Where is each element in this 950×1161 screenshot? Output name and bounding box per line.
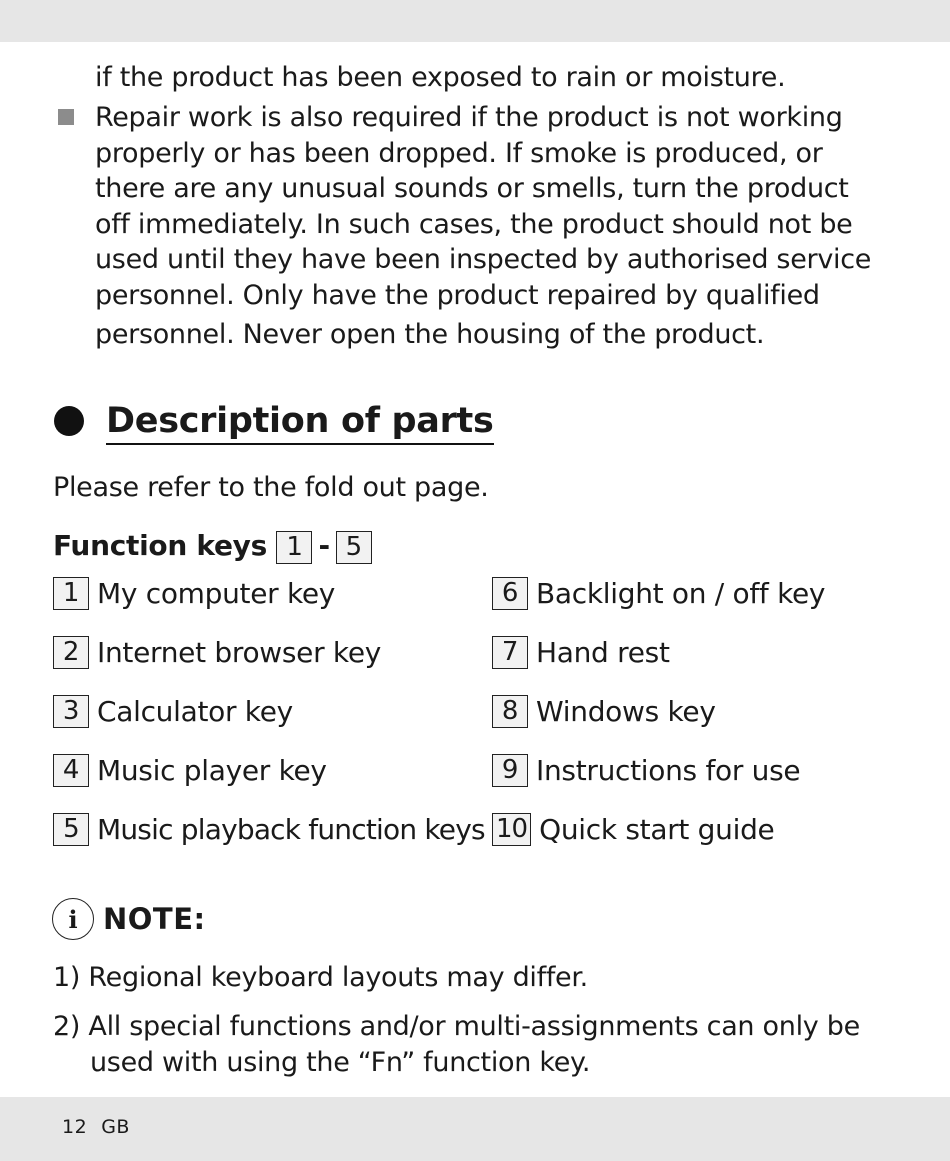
repair-line: personnel. Only have the product repaired by qualified xyxy=(95,279,820,311)
page-footer xyxy=(62,1116,130,1138)
repair-paragraph xyxy=(95,100,872,353)
note-item xyxy=(53,1009,860,1045)
part-number-box: 1 xyxy=(276,531,312,564)
page-number: 12 xyxy=(62,1116,88,1138)
continuation-line: if the product has been exposed to rain or moisture. xyxy=(95,62,786,93)
repair-line: used until they have been inspected by authorised service xyxy=(95,244,872,275)
part-label: Quick start guide xyxy=(539,813,775,846)
part-number-box: 6 xyxy=(492,577,528,610)
part-item xyxy=(492,694,716,730)
part-item xyxy=(492,576,825,612)
top-margin-band xyxy=(0,0,950,42)
part-item xyxy=(492,753,800,789)
repair-line: properly or has been dropped. If smoke is produced, or xyxy=(95,137,823,169)
part-label: Internet browser key xyxy=(97,636,382,669)
function-keys-heading xyxy=(53,528,372,564)
part-number-box: 5 xyxy=(53,813,89,846)
repair-line: off immediately. In such cases, the product should not be xyxy=(95,208,853,240)
bottom-margin-band xyxy=(0,1097,950,1161)
note-text: Regional keyboard layouts may differ. xyxy=(88,962,588,993)
section-bullet-icon xyxy=(54,406,84,436)
part-number-box: 5 xyxy=(336,531,372,564)
part-number-box: 8 xyxy=(492,695,528,728)
note-text: All special functions and/or multi-assignments can only be xyxy=(88,1011,860,1042)
part-label: Instructions for use xyxy=(536,754,801,787)
part-item xyxy=(53,576,335,612)
repair-line: there are any unusual sounds or smells, turn the product xyxy=(95,173,849,204)
intro-text: Please refer to the fold out page. xyxy=(53,472,489,503)
square-bullet-icon xyxy=(58,109,74,125)
note-text-continued: used with using the “Fn” function key. xyxy=(90,1047,591,1078)
part-number-box: 1 xyxy=(53,577,89,610)
part-item xyxy=(53,635,381,671)
note-marker: 2) xyxy=(53,1011,81,1042)
note-title: NOTE: xyxy=(103,902,206,936)
repair-line: Repair work is also required if the product is not working xyxy=(95,102,843,133)
part-item xyxy=(53,812,485,848)
part-number-box: 10 xyxy=(492,813,531,846)
part-item xyxy=(53,694,293,730)
function-keys-label: Function keys xyxy=(53,529,267,562)
part-item xyxy=(492,635,670,671)
part-label: Windows key xyxy=(536,695,716,728)
part-item xyxy=(53,753,327,789)
part-label: Calculator key xyxy=(97,695,293,728)
section-heading: Description of parts xyxy=(106,399,494,445)
language-code: GB xyxy=(101,1116,130,1138)
part-label: Hand rest xyxy=(536,636,670,669)
part-label: My computer key xyxy=(97,577,336,610)
part-number-box: 3 xyxy=(53,695,89,728)
part-number-box: 4 xyxy=(53,754,89,787)
repair-line: personnel. Never open the housing of the product. xyxy=(95,319,765,350)
range-dash: - xyxy=(318,529,330,562)
part-number-box: 9 xyxy=(492,754,528,787)
part-label: Music playback function keys xyxy=(97,813,485,846)
part-label: Backlight on / off key xyxy=(536,577,826,610)
part-number-box: 7 xyxy=(492,636,528,669)
note-item xyxy=(53,960,588,996)
info-icon: i xyxy=(52,898,94,940)
part-number-box: 2 xyxy=(53,636,89,669)
note-marker: 1) xyxy=(53,962,81,993)
part-item xyxy=(492,812,774,848)
part-label: Music player key xyxy=(97,754,327,787)
